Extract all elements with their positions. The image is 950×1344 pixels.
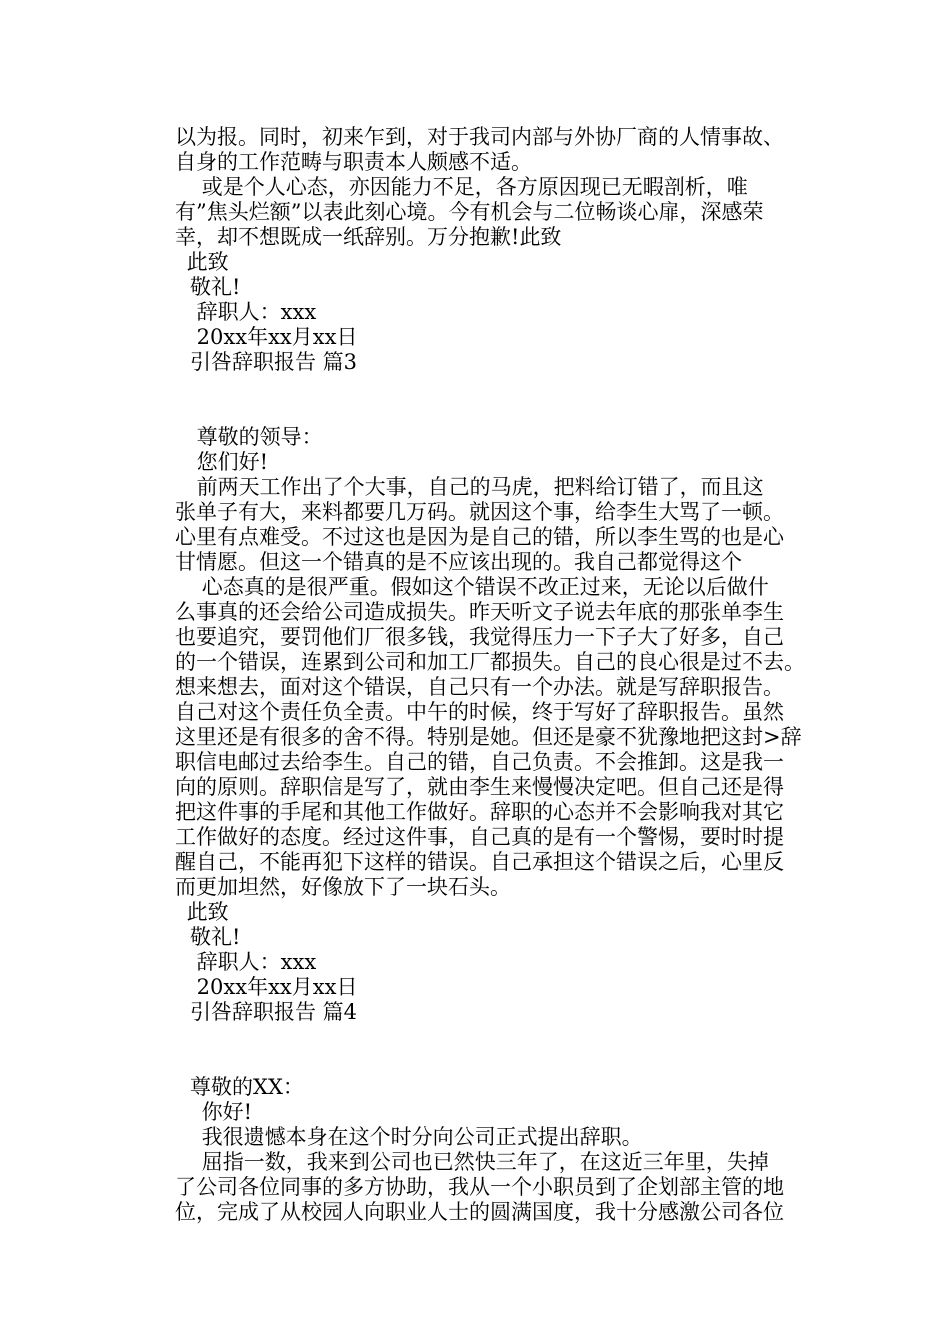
greeting-line: 尊敬的领导： xyxy=(190,425,323,449)
date-line: 20xx年xx月xx日 xyxy=(190,325,358,349)
greeting-line: 您们好! xyxy=(190,450,269,474)
text-line: 想来想去，面对这个错误，自己只有一个办法。就是写辞职报告。 xyxy=(175,675,784,699)
greeting-line: 你好! xyxy=(195,1100,253,1124)
text-line: 幸，却不想既成一纸辞别。万分抱歉!此致 xyxy=(175,225,562,249)
section-heading: 引咎辞职报告 篇3 xyxy=(190,350,358,374)
text-line: 张单子有大，来料都要几万码。就因这个事，给李生大骂了一顿。 xyxy=(175,500,784,524)
signature-line: 辞职人：xxx xyxy=(190,950,317,974)
text-line: 而更加坦然，好像放下了一块石头。 xyxy=(175,875,511,899)
section-heading: 引咎辞职报告 篇4 xyxy=(190,1000,358,1024)
text-line: 屈指一数，我来到公司也已然快三年了，在这近三年里，失掉 xyxy=(175,1150,769,1174)
text-line: 这里还是有很多的舍不得。特别是她。但还是豪不犹豫地把这封>辞 xyxy=(175,725,802,749)
text-line: 甘情愿。但这一个错真的是不应该出现的。我自己都觉得这个 xyxy=(175,550,742,574)
text-line: 我很遗憾本身在这个时分向公司正式提出辞职。 xyxy=(195,1125,643,1149)
text-line: 自身的工作范畴与职责本人颇感不适。 xyxy=(175,150,532,174)
text-line: 职信电邮过去给李生。自己的错，自己负责。不会推卸。这是我一 xyxy=(175,750,784,774)
text-line: 位，完成了从校园人向职业人士的圆满国度，我十分感激公司各位 xyxy=(175,1200,784,1224)
text-line: 的一个错误，连累到公司和加工厂都损失。自己的良心很是过不去。 xyxy=(175,650,805,674)
text-line: 自己对这个责任负全责。中午的时候，终于写好了辞职报告。虽然 xyxy=(175,700,784,724)
text-line: 或是个人心态，亦因能力不足，各方原因现已无暇剖析，唯 xyxy=(175,175,748,199)
text-line: 工作做好的态度。经过这件事，自己真的是有一个警惕，要时时提 xyxy=(175,825,784,849)
signature-line: 辞职人：xxx xyxy=(190,300,317,324)
text-line: 醒自己，不能再犯下这样的错误。自己承担这个错误之后，心里反 xyxy=(175,850,784,874)
date-line: 20xx年xx月xx日 xyxy=(190,975,358,999)
text-line: 有”焦头烂额”以表此刻心境。今有机会与二位畅谈心扉，深感荣 xyxy=(175,200,764,224)
text-line: 向的原则。辞职信是写了，就由李生来慢慢决定吧。但自己还是得 xyxy=(175,775,784,799)
closing-regards: 敬礼! xyxy=(190,275,241,299)
text-line: 么事真的还会给公司造成损失。昨天听文子说去年底的那张单李生 xyxy=(175,600,784,624)
closing-regards: 敬礼! xyxy=(190,925,241,949)
greeting-line: 尊敬的XX： xyxy=(190,1075,304,1099)
text-line: 前两天工作出了个大事，自己的马虎，把料给订错了，而且这 xyxy=(190,475,764,499)
text-line: 心里有点难受。不过这也是因为是自己的错，所以李生骂的也是心 xyxy=(175,525,784,549)
text-line: 把这件事的手尾和其他工作做好。辞职的心态并不会影响我对其它 xyxy=(175,800,784,824)
text-line: 心态真的是很严重。假如这个错误不改正过来，无论以后做什 xyxy=(175,575,769,599)
closing-salutation: 此致 xyxy=(180,250,229,274)
closing-salutation: 此致 xyxy=(180,900,229,924)
text-line: 了公司各位同事的多方协助，我从一个小职员到了企划部主管的地 xyxy=(175,1175,784,1199)
text-line: 以为报。同时，初来乍到，对于我司内部与外协厂商的人情事故、 xyxy=(175,125,784,149)
text-line: 也要追究，要罚他们厂很多钱，我觉得压力一下子大了好多，自己 xyxy=(175,625,784,649)
